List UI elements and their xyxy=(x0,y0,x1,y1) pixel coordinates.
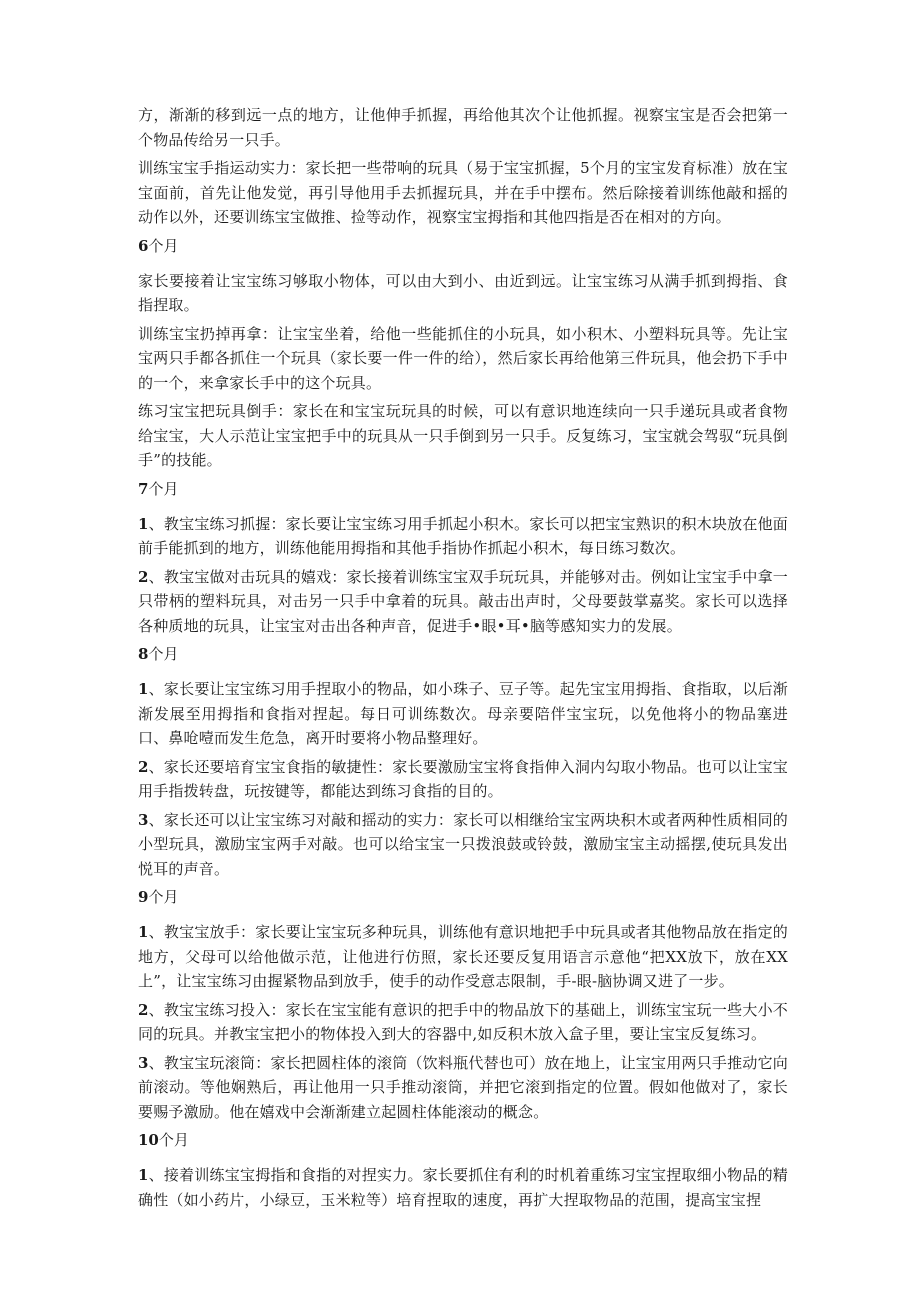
paragraph: 家长要接着让宝宝练习够取小物体，可以由大到小、由近到远。让宝宝练习从满手抓到拇指、食指捏取。 xyxy=(138,271,788,314)
section-heading-8-months: 8个月 xyxy=(138,645,179,663)
paragraph: 训练宝宝扔掉再拿：让宝宝坐着，给他一些能抓住的小玩具，如小积木、小塑料玩具等。先让宝宝两只手都各抓住一个玩具（家长要一件一件的给），然后家长再给他第三件玩具，他会扔下手中的一个，来拿家长手中的这个玩具。 xyxy=(138,324,788,392)
numbered-paragraph: 1、教宝宝放手：家长要让宝宝玩多种玩具，训练他有意识地把手中玩具或者其他物品放在指定的地方，父母可以给他做示范，让他进行仿照，家长还要反复用语言示意他“把XX放下，放在XX上”，让宝宝练习由握紧物品到放手，使手的动作受意志限制，手-眼-脑协调又进了一步。 xyxy=(138,923,788,990)
paragraph: 练习宝宝把玩具倒手：家长在和宝宝玩玩具的时候，可以有意识地连续向一只手递玩具或者食物给宝宝，大人示范让宝宝把手中的玩具从一只手倒到另一只手。反复练习，宝宝就会驾驭“玩具倒手”的技能。 xyxy=(138,402,788,469)
numbered-paragraph: 2、教宝宝做对击玩具的嬉戏：家长接着训练宝宝双手玩玩具，并能够对击。例如让宝宝手中拿一只带柄的塑料玩具，对击另一只手中拿着的玩具。敲击出声时，父母要鼓掌嘉奖。家长可以选择各种质地的玩具，让宝宝对击出各种声音，促进手•眼•耳•脑等感知实力的发展。 xyxy=(138,567,788,635)
numbered-paragraph: 2、教宝宝练习投入：家长在宝宝能有意识的把手中的物品放下的基础上，训练宝宝玩一些大小不同的玩具。并教宝宝把小的物体投入到大的容器中,如反积木放入盒子里，要让宝宝反复练习。 xyxy=(138,1000,788,1043)
section-heading-6-months: 6个月 xyxy=(138,236,179,255)
numbered-paragraph: 1、家长要让宝宝练习用手捏取小的物品，如小珠子、豆子等。起先宝宝用拇指、食指取，以后渐渐发展至用拇指和食指对捏起。每日可训练数次。母亲要陪伴宝宝玩，以免他将小的物品塞进口、鼻呛噎而发生危急，离开时要将小物品整理好。 xyxy=(138,680,788,747)
intro-paragraph-2: 训练宝宝手指运动实力：家长把一些带响的玩具（易于宝宝抓握，5个月的宝宝发育标准）放在宝宝面前，首先让他发觉，再引导他用手去抓握玩具，并在手中摆布。然后除接着训练他敲和摇的动作以外，还要训练宝宝做推、捡等动作，视察宝宝拇指和其他四指是否在相对的方向。 xyxy=(138,159,788,226)
numbered-paragraph: 3、教宝宝玩滚筒：家长把圆柱体的滚筒（饮料瓶代替也可）放在地上，让宝宝用两只手推动它向前滚动。等他娴熟后，再让他用一只手推动滚筒，并把它滚到指定的位置。假如他做对了，家长要赐予激励。他在嬉戏中会渐渐建立起圆柱体能滚动的概念。 xyxy=(138,1053,788,1121)
numbered-paragraph: 2、家长还要培育宝宝食指的敏捷性：家长要激励宝宝将食指伸入洞内勾取小物品。也可以让宝宝用手指拨转盘，玩按键等，都能达到练习食指的目的。 xyxy=(138,757,788,800)
numbered-paragraph: 3、家长还可以让宝宝练习对敲和摇动的实力：家长可以相继给宝宝两块积木或者两种性质相同的小型玩具，激励宝宝两手对敲。也可以给宝宝一只拨浪鼓或铃鼓，激励宝宝主动摇摆,使玩具发出悦耳的声音。 xyxy=(138,810,788,878)
numbered-paragraph: 1、教宝宝练习抓握：家长要让宝宝练习用手抓起小积木。家长可以把宝宝熟识的积木块放在他面前手能抓到的地方，训练他能用拇指和其他手指协作抓起小积木，每日练习数次。 xyxy=(138,514,788,557)
intro-paragraph-1: 方，渐渐的移到远一点的地方，让他伸手抓握，再给他其次个让他抓握。视察宝宝是否会把第一个物品传给另一只手。 xyxy=(138,106,788,149)
section-heading-9-months: 9个月 xyxy=(138,888,179,906)
section-heading-7-months: 7个月 xyxy=(138,479,179,498)
section-heading-10-months: 10个月 xyxy=(138,1131,189,1149)
numbered-paragraph: 1、接着训练宝宝拇指和食指的对捏实力。家长要抓住有利的时机着重练习宝宝捏取细小物品的精确性（如小药片，小绿豆，玉米粒等）培育捏取的速度，再扩大捏取物品的范围，提高宝宝捏 xyxy=(138,1166,788,1209)
